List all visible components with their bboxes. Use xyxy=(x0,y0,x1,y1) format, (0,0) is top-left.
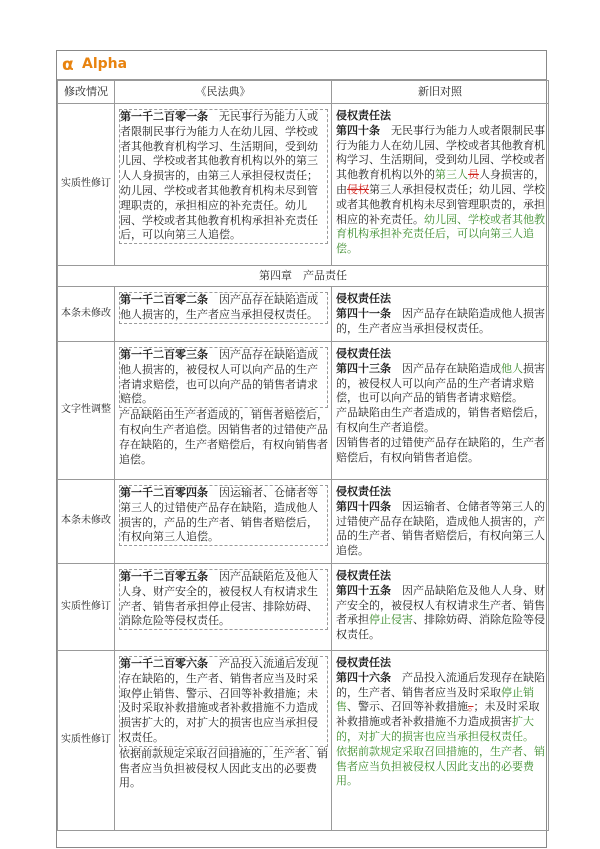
row-status: 实质性修订 xyxy=(58,104,115,266)
deleted-text: 。 xyxy=(468,700,474,714)
row-status: 实质性修订 xyxy=(58,563,115,650)
source-law: 侵权责任法 xyxy=(336,109,391,122)
text-segment: 产品投入流通后发现存在缺陷的，生产者、销售者应当及时采取 xyxy=(336,670,545,699)
source-law: 侵权责任法 xyxy=(336,347,391,360)
civil-article-number: 第一千二百零二条 xyxy=(120,293,208,306)
civil-article-paragraph: 产品缺陷由生产者造成的，销售者赔偿后，有权向生产者追偿。因销售者的过错使产品存在缺陷的，生产者赔偿后，有权向销售者追偿。 xyxy=(119,408,328,466)
brand-header xyxy=(57,51,546,80)
added-text: 停止销售 xyxy=(336,685,534,714)
table-row xyxy=(58,563,549,650)
source-law: 侵权责任法 xyxy=(336,485,391,498)
table-header-row xyxy=(58,81,549,104)
added-text: 他人 xyxy=(501,361,523,375)
row-status: 文字性调整 xyxy=(58,342,115,480)
added-text: 停止侵害 xyxy=(369,613,413,627)
comparison-document xyxy=(56,50,547,848)
chapter-row xyxy=(58,266,549,287)
source-law: 侵权责任法 xyxy=(336,292,391,305)
new-article xyxy=(332,480,549,564)
new-article-text xyxy=(336,307,545,337)
new-article-paragraph: 依据前款规定采取召回措施的，生产者、销售者应当负担被侵权人因此支出的必要费用。 xyxy=(336,744,545,788)
civil-article xyxy=(115,650,332,830)
civil-article-number: 第一千二百零五条 xyxy=(120,569,208,583)
text-segment: 因产品缺陷危及他人人身、财产安全的，被侵权人有权请求生产者、销售者承担 xyxy=(336,583,545,627)
new-article-text xyxy=(336,362,545,406)
civil-article-box xyxy=(119,656,328,747)
comparison-table xyxy=(57,80,549,831)
civil-article-number: 第一千二百零四条 xyxy=(120,486,208,499)
civil-article xyxy=(115,104,332,266)
new-article-text xyxy=(336,584,545,643)
brand-name: Alpha xyxy=(82,56,128,72)
header-status: 修改情况 xyxy=(58,81,115,104)
text-segment: 人身损害的，由 xyxy=(336,168,545,196)
text-segment: 因产品存在缺陷造成 xyxy=(391,361,501,375)
header-comparison: 新旧对照 xyxy=(332,81,549,104)
civil-article-box xyxy=(119,292,328,324)
text-segment: 因运输者、仓储者等第三人的过错使产品存在缺陷，造成他人损害的，产品的生产者、销售者赔偿后，有权向第三人追偿。 xyxy=(336,499,545,558)
civil-article-box xyxy=(119,569,328,630)
new-article-paragraph: 因销售者的过错使产品存在缺陷的，生产者赔偿后，有权向销售者追偿。 xyxy=(336,435,545,464)
deleted-text: 员 xyxy=(468,168,479,182)
text-segment: ；未及时采取补救措施或者补救措施不力造成损害 xyxy=(336,700,540,729)
civil-article-paragraph: 依据前款规定采取召回措施的，生产者、销售者应当负担被侵权人因此支出的必要费用。 xyxy=(119,746,328,790)
civil-article-box xyxy=(119,109,328,244)
new-article xyxy=(332,342,549,480)
row-status: 本条未修改 xyxy=(58,287,115,342)
civil-article-text: 因产品存在缺陷造成他人损害的，被侵权人可以向产品的生产者请求赔偿，也可以向产品的销售者请求赔偿。 xyxy=(120,348,318,406)
text-segment: 、警示、召回等补救措施 xyxy=(347,700,468,714)
chapter-title: 第四章 产品责任 xyxy=(58,266,549,287)
new-article-paragraph: 产品缺陷由生产者造成的，销售者赔偿后，有权向生产者追偿。 xyxy=(336,406,545,434)
added-text: 幼儿园、学校或者其他教育机构承担补充责任后，可以向第三人追偿。 xyxy=(336,212,545,256)
text-segment: 、排除妨碍、消除危险等侵权责任。 xyxy=(336,613,545,642)
table-row xyxy=(58,104,549,266)
new-article-text xyxy=(336,124,545,257)
civil-article xyxy=(115,563,332,650)
new-article xyxy=(332,563,549,650)
new-article xyxy=(332,104,549,266)
new-article-number: 第四十四条 xyxy=(336,499,391,513)
civil-article xyxy=(115,342,332,480)
deleted-text: 侵权 xyxy=(347,182,369,196)
alpha-logo-icon: α xyxy=(62,55,74,75)
new-article xyxy=(332,650,549,830)
table-row xyxy=(58,342,549,480)
civil-article-text: 无民事行为能力人或者限制民事行为能力人在幼儿园、学校或者其他教育机构学习、生活期间，受到幼儿园、学校或者其他教育机构以外的第三人人身损害的，由第三人承担侵权责任；幼儿园、学校或者其他教育机构未尽到管理职责的，承担相应的补充责任。幼儿园、学校或者其他教育机构承担补充责任后，可以向第三人追偿。 xyxy=(120,110,318,242)
civil-article-number: 第一千二百零三条 xyxy=(120,348,208,361)
new-article-number: 第四十一条 xyxy=(336,306,391,320)
row-status: 实质性修订 xyxy=(58,650,115,830)
civil-article-number: 第一千二百零一条 xyxy=(120,110,208,123)
new-article-number: 第四十六条 xyxy=(336,670,391,684)
table-row xyxy=(58,650,549,830)
text-segment: 无民事行为能力人或者限制民事行为能力人在幼儿园、学校或者其他教育机构学习、生活期间，受到幼儿园、学校或者其他教育机构以外的 xyxy=(336,123,545,182)
new-article-number: 第四十五条 xyxy=(336,583,391,597)
new-article-number: 第四十条 xyxy=(336,123,380,137)
text-segment: 损害的，被侵权人可以向产品的生产者请求赔偿，也可以向产品的销售者请求赔偿。 xyxy=(336,361,545,405)
civil-article-box xyxy=(119,347,328,408)
civil-article xyxy=(115,480,332,564)
civil-article-text: 因产品存在缺陷造成他人损害的，生产者应当承担侵权责任。 xyxy=(120,293,318,321)
added-text: 扩大的，对扩大的损害也应当承担侵权责任。 xyxy=(336,715,534,743)
civil-article-text: 因产品缺陷危及他人人身、财产安全的，被侵权人有权请求生产者、销售者承担停止侵害、排除妨碍、消除危险等侵权责任。 xyxy=(120,569,318,628)
civil-article xyxy=(115,287,332,342)
text-segment: 因产品存在缺陷造成他人损害的，生产者应当承担侵权责任。 xyxy=(336,306,545,335)
civil-article-number: 第一千二百零六条 xyxy=(120,656,208,670)
new-article-text xyxy=(336,500,545,559)
table-row xyxy=(58,480,549,564)
civil-article-box xyxy=(119,485,328,546)
civil-article-text: 因运输者、仓储者等第三人的过错使产品存在缺陷，造成他人损害的，产品的生产者、销售者赔偿后，有权向第三人追偿。 xyxy=(120,486,318,544)
added-text: 第三人 xyxy=(435,168,468,182)
civil-article-text: 产品投入流通后发现存在缺陷的，生产者、销售者应当及时采取停止销售、警示、召回等补救措施；未及时采取补救措施或者补救措施不力造成损害扩大的，对扩大的损害也应当承担侵权责任。 xyxy=(120,656,318,744)
header-civil-code: 《民法典》 xyxy=(115,81,332,104)
row-status: 本条未修改 xyxy=(58,480,115,564)
new-article xyxy=(332,287,549,342)
table-row xyxy=(58,287,549,342)
text-segment: 第三人承担侵权责任；幼儿园、学校或者其他教育机构未尽到管理职责的，承担相应的补充责任。 xyxy=(336,182,545,226)
source-law: 侵权责任法 xyxy=(336,568,391,582)
new-article-text xyxy=(336,671,545,745)
new-article-number: 第四十三条 xyxy=(336,361,391,375)
source-law: 侵权责任法 xyxy=(336,655,391,669)
